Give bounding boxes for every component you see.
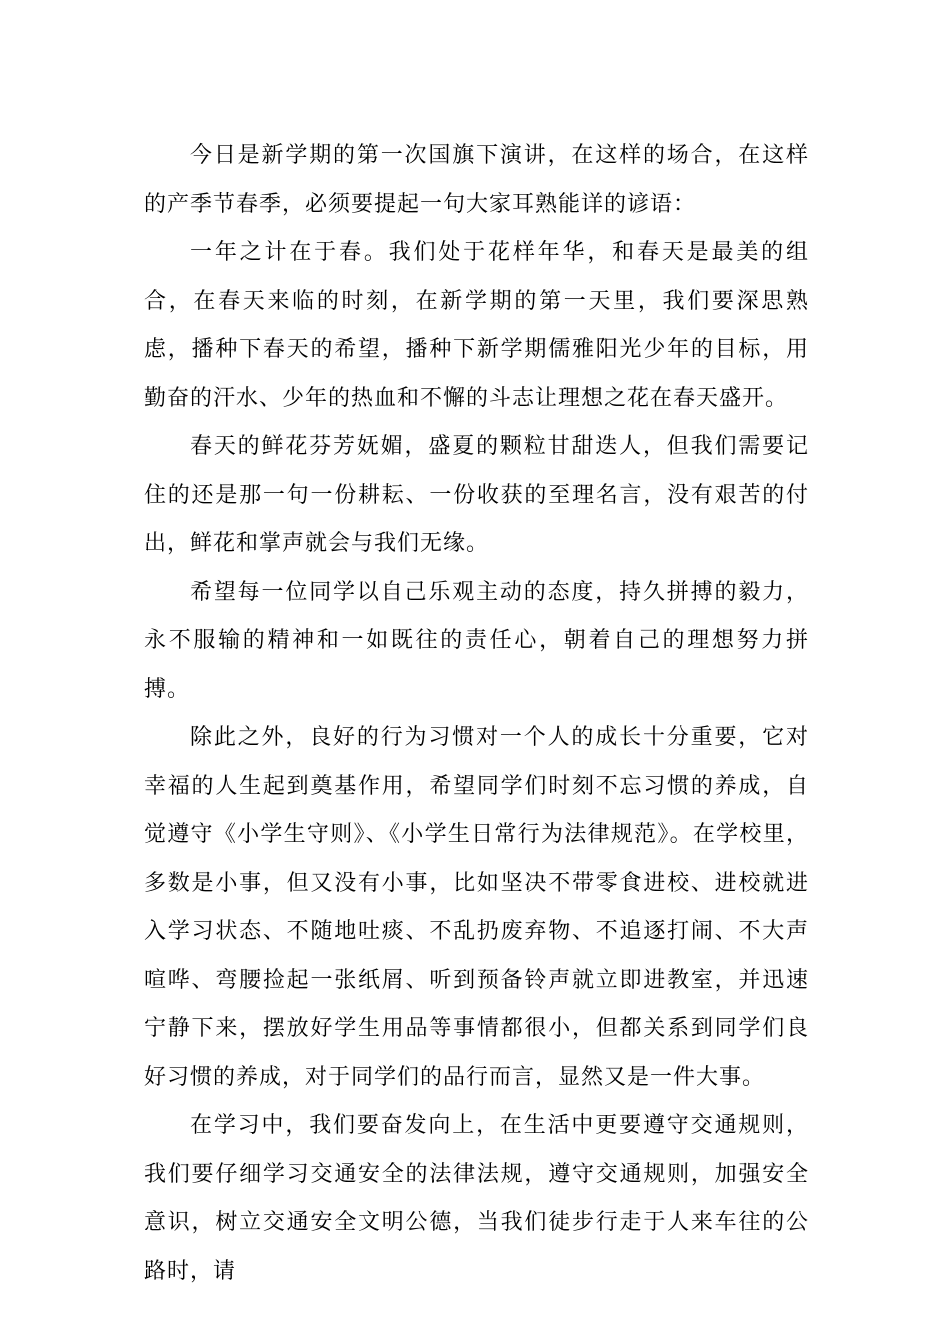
speech-body [144,132,809,1296]
paragraph-2: 一年之计在于春。我们处于花样年华，和春天是最美的组合，在春天来临的时刻，在新学期的第一天里，我们要深思熟虑，播种下春天的希望，播种下新学期儒雅阳光少年的目标，用勤奋的汗水、少年的热血和不懈的斗志让理想之花在春天盛开。 [144,240,809,411]
paragraph-6: 在学习中，我们要奋发向上，在生活中更要遵守交通规则，我们要仔细学习交通安全的法律法规，遵守交通规则，加强安全意识，树立交通安全文明公德，当我们徒步行走于人来车往的公路时，请 [144,1113,809,1284]
paragraph-4: 希望每一位同学以自己乐观主动的态度，持久拼搏的毅力，永不服输的精神和一如既往的责任心，朝着自己的理想努力拼搏。 [144,579,809,702]
paragraph-3: 春天的鲜花芬芳妩媚，盛夏的颗粒甘甜迭人，但我们需要记住的还是那一句一份耕耘、一份收获的至理名言，没有艰苦的付出，鲜花和掌声就会与我们无缘。 [144,434,809,556]
paragraph-1: 今日是新学期的第一次国旗下演讲，在这样的场合，在这样的产季节春季，必须要提起一句大家耳熟能详的谚语： [144,143,809,217]
paragraph-5: 除此之外，良好的行为习惯对一个人的成长十分重要，它对幸福的人生起到奠基作用，希望同学们时刻不忘习惯的养成，自觉遵守《小学生守则》、《小学生日常行为法律规范》。在学校里，多数是小事，但又没有小事，比如坚决不带零食进校、进校就进入学习状态、不随地吐痰、不乱扔废弃物、不追逐打闹、不大声喧哗、弯腰捡起一张纸屑、听到预备铃声就立即进教室，并迅速宁静下来，摆放好学生用品等事情都很小，但都关系到同学们良好习惯的养成，对于同学们的品行而言，显然又是一件大事。 [144,725,809,1090]
